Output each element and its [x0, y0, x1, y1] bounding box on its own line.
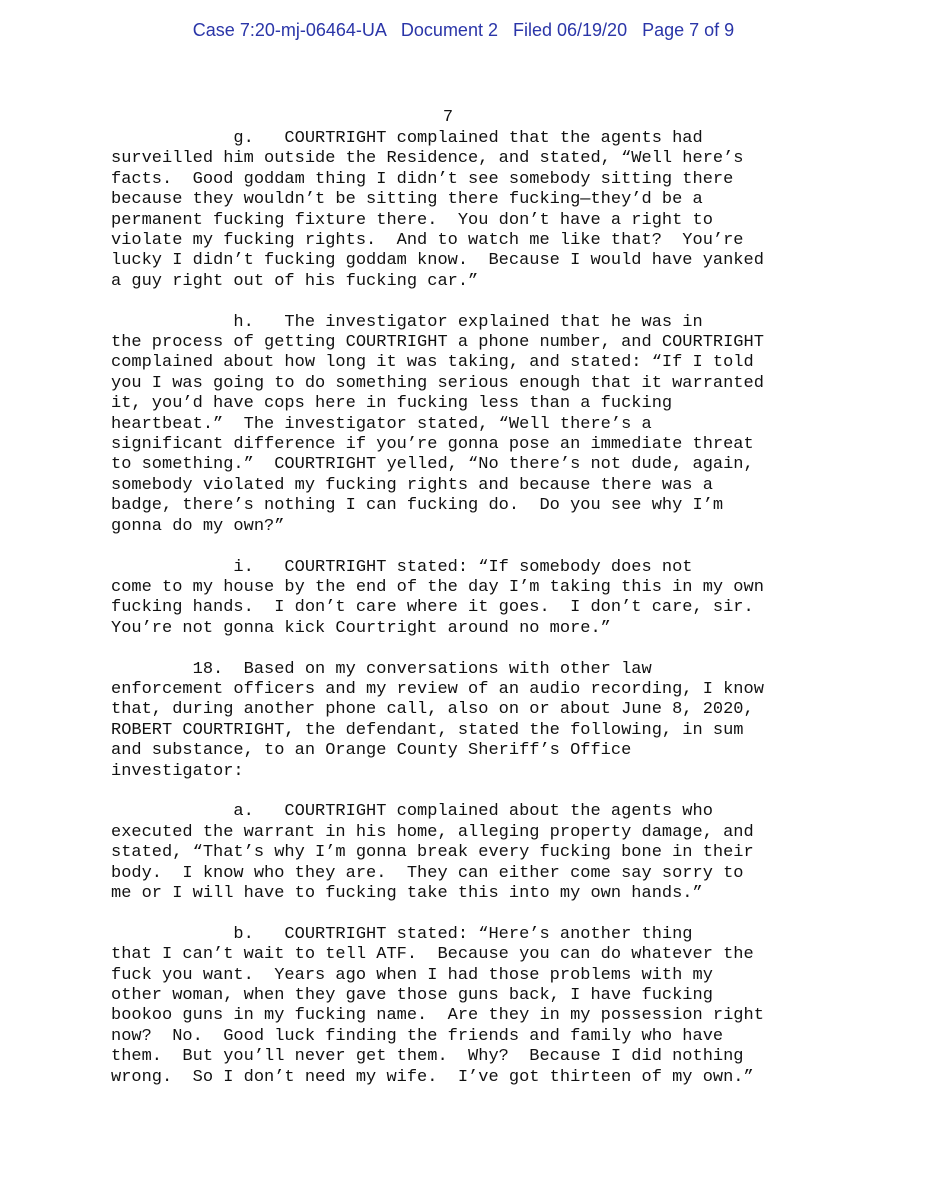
- text-line: gonna do my own?”: [111, 516, 285, 536]
- page-number: 7: [442, 108, 454, 127]
- text-line: you I was going to do something serious enough that it warranted: [111, 373, 764, 393]
- page-indicator: Page 7 of 9: [642, 20, 735, 40]
- text-line: g. COURTRIGHT complained that the agents had: [111, 129, 703, 148]
- text-line: now? No. Good luck finding the friends and family who have: [111, 1026, 724, 1046]
- text-line: somebody violated my fucking rights and because there was a: [111, 475, 713, 495]
- text-line: b. COURTRIGHT stated: “Here’s another thing: [111, 924, 693, 944]
- text-line: violate my fucking rights. And to watch me like that? You’re: [111, 231, 744, 251]
- text-line: come to my house by the end of the day I’m taking this in my own: [111, 577, 764, 597]
- text-line: that, during another phone call, also on or about June 8, 2020,: [111, 700, 754, 720]
- text-line: stated, “That’s why I’m gonna break every fucking bone in their: [111, 843, 754, 863]
- text-line: surveilled him outside the Residence, and stated, “Well here’s: [111, 149, 744, 169]
- text-line: fucking hands. I don’t care where it goes. I don’t care, sir.: [111, 598, 754, 618]
- text-line: heartbeat.” The investigator stated, “Well there’s a: [111, 414, 652, 434]
- text-line: 18. Based on my conversations with other law: [111, 659, 652, 679]
- text-line: because they wouldn’t be sitting there fucking—they’d be a: [111, 190, 703, 210]
- document-number: Document 2: [400, 20, 498, 40]
- text-line: facts. Good goddam thing I didn’t see somebody sitting there: [111, 169, 734, 189]
- text-line: them. But you’ll never get them. Why? Because I did nothing: [111, 1047, 744, 1067]
- text-line: a. COURTRIGHT complained about the agents who: [111, 802, 713, 822]
- text-line: significant difference if you’re gonna pose an immediate threat: [111, 435, 754, 455]
- text-line: investigator:: [111, 761, 244, 781]
- text-line: wrong. So I don’t need my wife. I’ve got thirteen of my own.”: [111, 1067, 754, 1087]
- text-line: executed the warrant in his home, alleging property damage, and: [111, 822, 754, 842]
- paragraph-a: [111, 802, 831, 904]
- text-line: me or I will have to fucking take this into my own hands.”: [111, 883, 703, 903]
- text-line: ROBERT COURTRIGHT, the defendant, stated the following, in sum: [111, 720, 744, 740]
- paragraph-h: [111, 313, 831, 537]
- paragraph-b: [111, 925, 831, 1088]
- paragraph-i: [111, 558, 831, 640]
- text-line: i. COURTRIGHT stated: “If somebody does not: [111, 557, 693, 577]
- text-line: the process of getting COURTRIGHT a phone number, and COURTRIGHT: [111, 333, 764, 353]
- text-line: and substance, to an Orange County Sheriff’s Office: [111, 741, 632, 761]
- text-line: permanent fucking fixture there. You don’t have a right to: [111, 210, 713, 230]
- text-line: a guy right out of his fucking car.”: [111, 271, 479, 291]
- text-line: fuck you want. Years ago when I had those problems with my: [111, 965, 713, 985]
- paragraph-g: [111, 129, 831, 292]
- text-line: that I can’t wait to tell ATF. Because you can do whatever the: [111, 945, 754, 965]
- ecf-header: [0, 20, 927, 41]
- case-number: Case 7:20-mj-06464-UA: [192, 20, 386, 40]
- paragraph-18: [111, 660, 831, 782]
- text-line: complained about how long it was taking, and stated: “If I told: [111, 353, 754, 373]
- text-line: badge, there’s nothing I can fucking do. Do you see why I’m: [111, 496, 724, 516]
- text-line: other woman, when they gave those guns back, I have fucking: [111, 985, 713, 1005]
- text-line: it, you’d have cops here in fucking less than a fucking: [111, 394, 673, 414]
- filed-date: Filed 06/19/20: [513, 20, 628, 40]
- text-line: enforcement officers and my review of an audio recording, I know: [111, 679, 764, 699]
- document-body: [111, 129, 831, 1108]
- text-line: to something.” COURTRIGHT yelled, “No there’s not dude, again,: [111, 455, 754, 475]
- text-line: You’re not gonna kick Courtright around no more.”: [111, 618, 611, 638]
- text-line: bookoo guns in my fucking name. Are they in my possession right: [111, 1006, 764, 1026]
- text-line: body. I know who they are. They can either come say sorry to: [111, 863, 744, 883]
- text-line: lucky I didn’t fucking goddam know. Because I would have yanked: [111, 251, 764, 271]
- text-line: h. The investigator explained that he was in: [111, 312, 703, 332]
